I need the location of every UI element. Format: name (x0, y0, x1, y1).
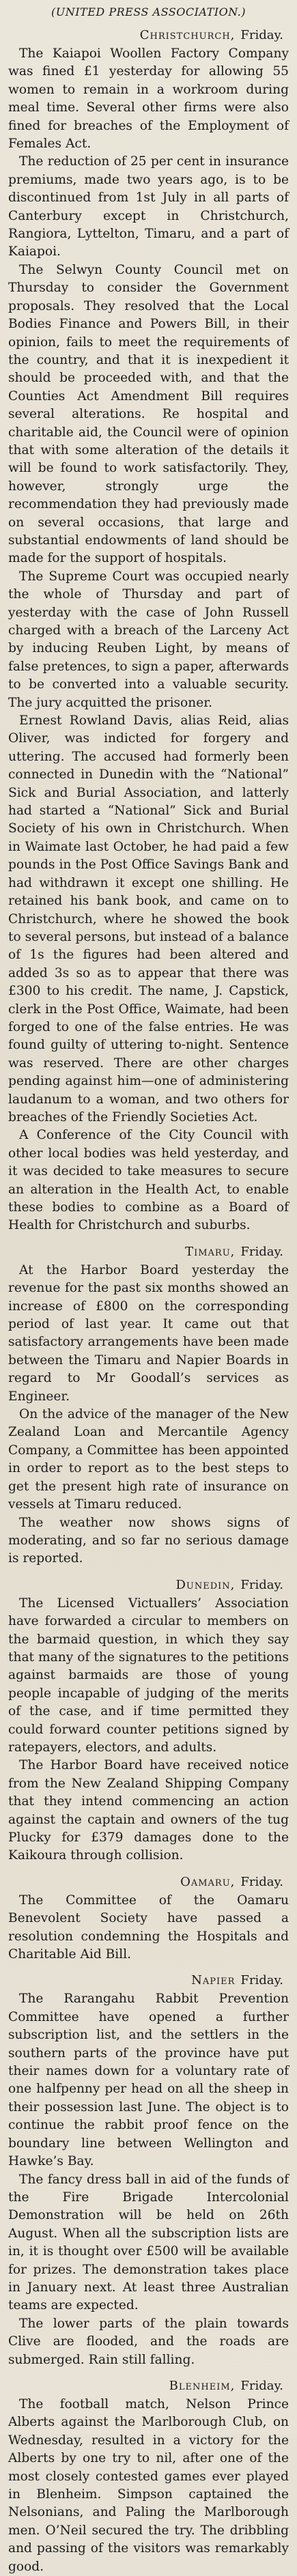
dateline-dunedin (8, 1578, 283, 1592)
dateline-christchurch (8, 28, 283, 42)
dateline-city: Oamaru, (180, 1874, 236, 1889)
dateline-oamaru (8, 1875, 283, 1889)
news-paragraph: The football match, Nelson Prince Alberts against the Marlborough Club, on Wednesday, resulted in a victory for the Alberts by one try to nil, after one of the most closely contested games ever played in Blenheim. Simpson captained the Nelsonians, and Paling the Marlborough men. O’Neil secured the try. The dribbling and passing of the visitors was remarkably good. (8, 2396, 289, 2574)
dateline-city: Dunedin, (175, 1577, 236, 1592)
dateline-city: Napier (191, 1973, 236, 1988)
dateline-blenheim (8, 2379, 283, 2393)
press-credit: (UNITED PRESS ASSOCIATION.) (51, 5, 246, 18)
dateline-city: Christchurch, (139, 28, 236, 42)
dateline-day: Friday. (240, 28, 283, 42)
dateline-day: Friday. (240, 1973, 283, 1988)
news-paragraph: The fancy dress ball in aid of the funds of the Fire Brigade Intercolonial Demonstration will be held on 26th August. When all the subscription lists are in, it is thought over £500 will be available for prizes. The demonstration takes place in January next. At least three Australian teams are expected. (8, 2172, 289, 2313)
news-paragraph: The Rarangahu Rabbit Prevention Committee have opened a further subscription list, and the settlers in the southern parts of the province have put their names down for a voluntary rate of one halfpenny per head on all the sheep in their possession last June. The object is to continue the rabbit proof fence on the boundary line between Wellington and Hawke’s Bay. (8, 1992, 289, 2169)
news-paragraph: The Harbor Board have received notice from the New Zealand Shipping Company that they intend commencing an action against the captain and owners of the tug Plucky for £379 damages done to the Kaikoura through collision. (8, 1758, 289, 1863)
dateline-city: Timaru, (185, 1244, 236, 1259)
news-paragraph: The Supreme Court was occupied nearly the whole of Thursday and part of yesterday with the case of John Russell charged with a breach of the Larceny Act by inducing Reuben Light, by means of false pretences, to sign a paper, afterwards to be converted into a valuable security. The jury acquitted the prisoner. (8, 569, 289, 710)
dateline-day: Friday. (240, 1244, 283, 1259)
news-paragraph: The Selwyn County Council met on Thursday to consider the Government proposals. They resolved that the Local Bodies Finance and Powers Bill, in their opinion, fails to meet the requirements of the country, and that it is inexpedient it should be proceeded with, and that the Counties Act Amendment Bill requires several alterations. Re hospital and charitable aid, the Council were of opinion that with some alteration of the details it will be found to work satisfactorily. They, however, strongly urge the recommendation they had previously made on several occasions, that large and substantial endowments of land should be made for the support of hospitals. (8, 262, 289, 566)
dateline-city: Blenheim, (169, 2378, 236, 2393)
news-paragraph: The Licensed Victuallers’ Association have forwarded a circular to members on the barmaid question, in which they say that many of the signatures to the petitions against barmaids are those of young people incapable of judging of the merits of the case, and if time permitted they could forward counter petitions signed by ratepayers, electors, and adults. (8, 1596, 289, 1755)
dateline-day: Friday. (240, 2378, 283, 2393)
dateline-day: Friday. (240, 1874, 283, 1889)
news-paragraph: At the Harbor Board yesterday the revenue for the past six months showed an increase of £800 on the corresponding period of last year. It came out that satisfactory arrangements have been made between the Timaru and Napier Boards in regard to Mr Goodall’s services as Engineer. (8, 1262, 289, 1404)
news-paragraph: The Kaiapoi Woollen Factory Company was fined £1 yesterday for allowing 55 women to remain in a workroom during meal time. Several other firms were also fined for breaches of the Employment of Females Act. (8, 46, 289, 152)
news-paragraph: The lower parts of the plain towards Clive are flooded, and the roads are submerged. Rain still falling. (8, 2316, 289, 2367)
dateline-timaru (8, 1245, 283, 1259)
news-paragraph: The reduction of 25 per cent in insurance premiums, made two years ago, is to be discontinued from 1st July in all parts of Canterbury except in Christchurch, Rangiora, Lyttelton, Timaru, and a part of Kaiapoi. (8, 154, 289, 259)
dateline-day: Friday. (240, 1577, 283, 1592)
news-paragraph: On the advice of the manager of the New Zealand Loan and Mercantile Agency Company, a Committee has been appointed in order to report as to the best steps to get the present high rate of insurance on vessels at Timaru reduced. (8, 1407, 289, 1512)
news-paragraph: The Committee of the Oamaru Benevolent Society have passed a resolution condemning the Hospitals and Charitable Aid Bill. (8, 1893, 289, 1962)
news-paragraph: The weather now shows signs of moderating, and so far no serious damage is reported. (8, 1515, 289, 1566)
news-paragraph: Ernest Rowland Davis, alias Reid, alias Oliver, was indicted for forgery and uttering. The accused had formerly been connected in Dunedin with the “National” Sick and Burial Association, and latterly had started a “National” Sick and Burial Society of his own in Christchurch. When in Waimate last October, he had paid a few pounds in the Post Office Savings Bank and had withdrawn it except one shilling. He retained his bank book, and came on to Christchurch, where he showed the book to several persons, but instead of a balance of 1s the figures had been altered and added 3s so as to appear that there was £300 to his credit. The name, J. Capstick, clerk in the Post Office, Waimate, had been forged to one of the false entries. He was found guilty of uttering to-night. Sentence was reserved. There are other charges pending against him—one of administering laudanum to a woman, and two others for breaches of the Friendly Societies Act. (8, 713, 289, 1124)
dateline-napier (8, 1973, 283, 1987)
news-paragraph: A Conference of the City Council with other local bodies was held yesterday, and it was decided to take measures to secure an alteration in the Health Act, to enable these bodies to combine as a Board of Health for Christchurch and suburbs. (8, 1128, 289, 1233)
